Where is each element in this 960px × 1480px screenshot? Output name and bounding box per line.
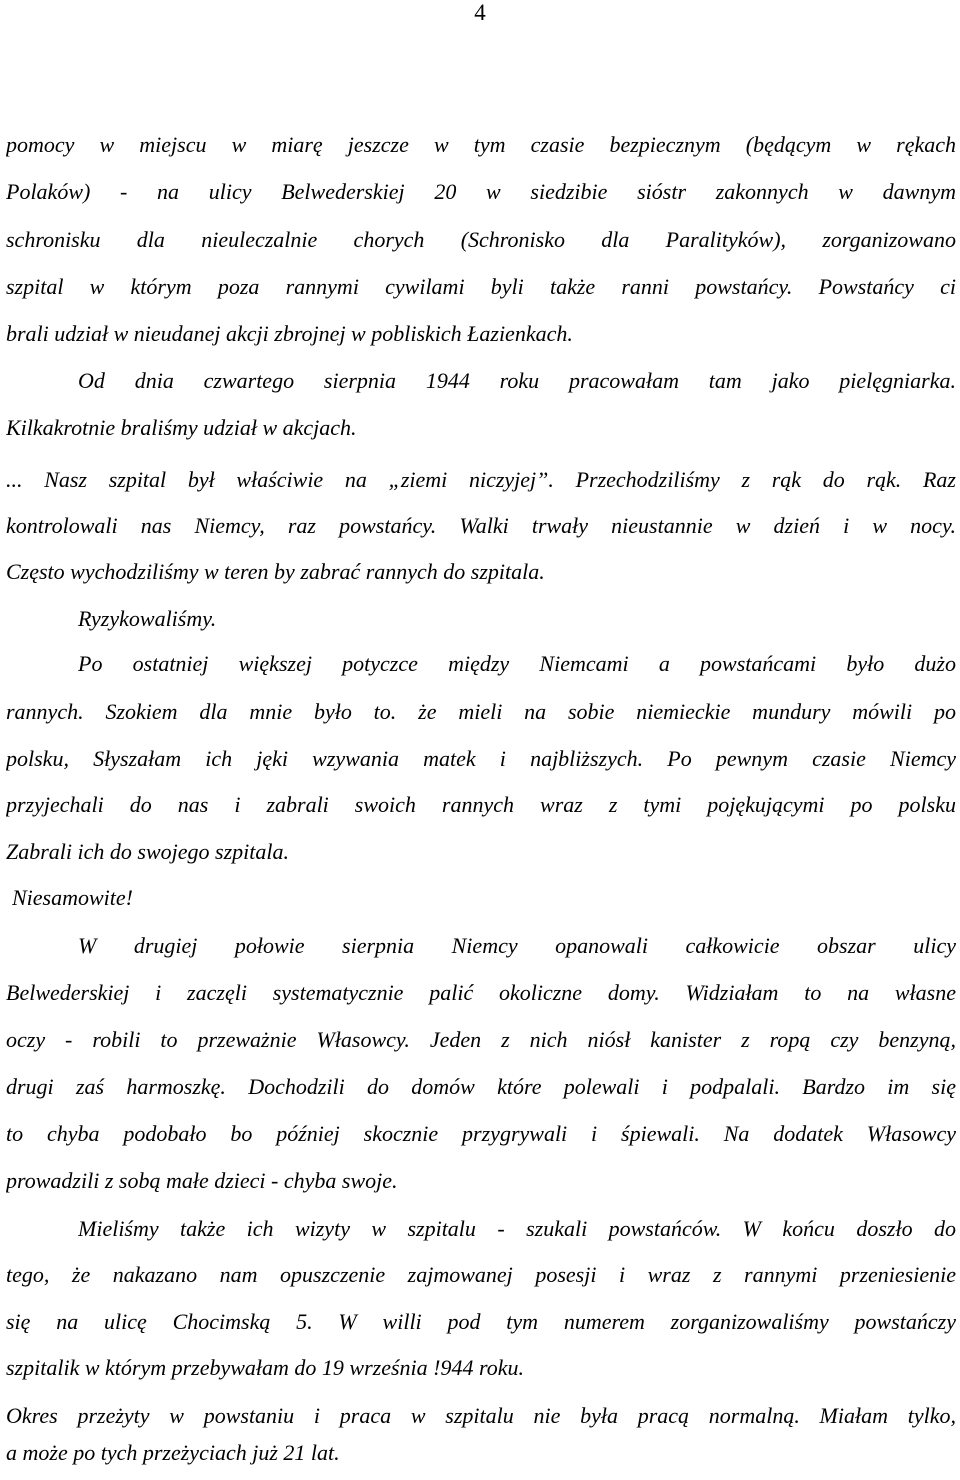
text-line-19: Belwederskiej i zaczęli systematycznie palić okoliczne domy. Widziałam to na własne (6, 980, 956, 1005)
text-line-16: Zabrali ich do swojego szpitala. (6, 839, 289, 864)
text-line-24: Mieliśmy także ich wizyty w szpitalu - szukali powstańców. W końcu doszło do (78, 1216, 956, 1241)
text-line-23: prowadzili z sobą małe dzieci - chyba swoje. (6, 1168, 398, 1193)
text-line-10: Często wychodziliśmy w teren by zabrać rannych do szpitala. (6, 559, 545, 584)
text-line-18: W drugiej połowie sierpnia Niemcy opanowali całkowicie obszar ulicy (78, 933, 956, 958)
text-line-09: kontrolowali nas Niemcy, raz powstańcy. Walki trwały nieustannie w dzień i w nocy. (6, 513, 956, 538)
text-line-14: polsku, Słyszałam ich jęki wzywania matek i najbliższych. Po pewnym czasie Niemcy (6, 746, 956, 771)
text-line-20: oczy - robili to przeważnie Własowcy. Jeden z nich niósł kanister z ropą czy benzyną, (6, 1027, 956, 1052)
text-line-22: to chyba podobało bo później skocznie przygrywali i śpiewali. Na dodatek Własowcy (6, 1121, 956, 1146)
text-line-01: pomocy w miejscu w miarę jeszcze w tym czasie bezpiecznym (będącym w rękach (6, 132, 956, 157)
text-line-27: szpitalik w którym przebywałam do 19 września !944 roku. (6, 1355, 524, 1380)
text-line-11: Ryzykowaliśmy. (78, 606, 217, 631)
text-line-05: brali udział w nieudanej akcji zbrojnej w pobliskich Łazienkach. (6, 321, 573, 346)
text-line-25: tego, że nakazano nam opuszczenie zajmowanej posesji i wraz z rannymi przeniesienie (6, 1262, 956, 1287)
text-line-07: Kilkakrotnie braliśmy udział w akcjach. (6, 415, 357, 440)
text-line-06: Od dnia czwartego sierpnia 1944 roku pracowałam tam jako pielęgniarka. (78, 368, 956, 393)
text-line-17: Niesamowite! (12, 885, 133, 910)
text-line-08: ... Nasz szpital był właściwie na „ziemi niczyjej”. Przechodziliśmy z rąk do rąk. Raz (6, 467, 956, 492)
text-line-28: Okres przeżyty w powstaniu i praca w szpitalu nie była pracą normalną. Miałam tylko, (6, 1403, 956, 1428)
text-line-02: Polaków) - na ulicy Belwederskiej 20 w siedzibie sióstr zakonnych w dawnym (6, 179, 956, 204)
text-line-26: się na ulicę Chocimską 5. W willi pod tym numerem zorganizowaliśmy powstańczy (6, 1309, 956, 1334)
text-line-12: Po ostatniej większej potyczce między Niemcami a powstańcami było dużo (78, 651, 956, 676)
text-line-04: szpital w którym poza rannymi cywilami byli także ranni powstańcy. Powstańcy ci (6, 274, 956, 299)
text-line-21: drugi zaś harmoszkę. Dochodzili do domów które polewali i podpalali. Bardzo im się (6, 1074, 956, 1099)
text-line-15: przyjechali do nas i zabrali swoich rannych wraz z tymi pojękującymi po polsku (6, 792, 956, 817)
page-number: 4 (474, 0, 486, 25)
text-line-29: a może po tych przeżyciach już 21 lat. (6, 1440, 340, 1465)
text-line-13: rannych. Szokiem dla mnie było to. że mieli na sobie niemieckie mundury mówili po (6, 699, 956, 724)
text-line-03: schronisku dla nieuleczalnie chorych (Schronisko dla Paralityków), zorganizowano (6, 227, 956, 252)
